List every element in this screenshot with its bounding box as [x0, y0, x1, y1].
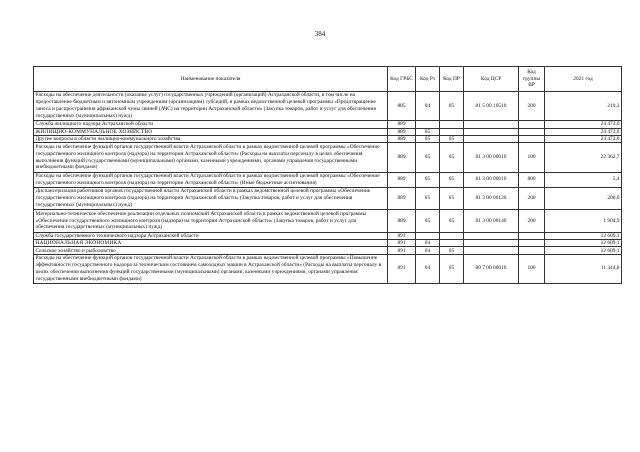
row-name: Диспансеризация работников органов государственной власти Астраханской области в рамках ведомственной целевой программы «Обеспечение государственного жилищного контроля (надзора) на территории Астраханской области» (Закупка товаров, работ и услуг для обеспечения государственных (муниципальных) нужд) — [34, 188, 388, 210]
table-row — [34, 240, 622, 247]
row-amount: 24 473,0 — [545, 121, 622, 128]
header-name: Наименование показателя — [34, 67, 388, 92]
row-pr — [440, 232, 464, 239]
row-vr — [519, 232, 545, 239]
row-name: НАЦИОНАЛЬНАЯ ЭКОНОМИКА — [34, 240, 388, 247]
row-amount: 1 904,9 — [545, 210, 622, 232]
row-grbs: 891 — [388, 254, 416, 283]
row-rz: 04 — [416, 254, 440, 283]
row-grbs: 889 — [388, 210, 416, 232]
row-vr: 200 — [519, 92, 545, 121]
row-grbs: 885 — [388, 92, 416, 121]
row-grbs: 889 — [388, 188, 416, 210]
row-amount: 5,4 — [545, 172, 622, 187]
row-csr: 81 3 00 00010 — [464, 143, 519, 172]
row-grbs: 889 — [388, 128, 416, 135]
row-grbs: 889 — [388, 143, 416, 172]
row-rz: 04 — [416, 247, 440, 254]
header-grbs: Код ГРБС — [388, 67, 416, 92]
row-vr — [519, 240, 545, 247]
row-amount: 12 609,1 — [545, 247, 622, 254]
row-amount: 11 344,8 — [545, 254, 622, 283]
header-year: 2021 год — [545, 67, 622, 92]
row-pr — [440, 128, 464, 135]
row-rz: 04 — [416, 240, 440, 247]
row-rz: 05 — [416, 136, 440, 143]
budget-table — [33, 66, 622, 284]
row-csr: 81 3 00 00010 — [464, 172, 519, 187]
table-header-row — [34, 67, 622, 92]
row-vr — [519, 247, 545, 254]
table-row — [34, 232, 622, 239]
row-name: Материально-техническое обеспечение реализации отдельных полномочий Астраханской области в рамках ведомственной целевой программы «Обеспечение государственного жилищного контроля (надзора) на территории Астраханской области» (Закупка товаров, работ и услуг для обеспечения государственных (муниципальных) нужд) — [34, 210, 388, 232]
table-row — [34, 188, 622, 210]
table-row — [34, 136, 622, 143]
table-row — [34, 247, 622, 254]
header-pr: Код ПР — [440, 67, 464, 92]
table-row — [34, 210, 622, 232]
row-name: Служба государственного технического надзора Астраханской области — [34, 232, 388, 239]
row-rz: 05 — [416, 188, 440, 210]
row-pr: 05 — [440, 247, 464, 254]
row-amount: 12 609,1 — [545, 232, 622, 239]
row-csr — [464, 128, 519, 135]
row-csr: 81 5 00 10510 — [464, 92, 519, 121]
row-name: Служба жилищного надзора Астраханской области — [34, 121, 388, 128]
row-vr: 800 — [519, 172, 545, 187]
row-amount: 12 609,1 — [545, 240, 622, 247]
row-vr — [519, 128, 545, 135]
row-amount: 22 362,7 — [545, 143, 622, 172]
row-rz: 04 — [416, 92, 440, 121]
row-csr — [464, 232, 519, 239]
row-name: Сельское хозяйство и рыболовство — [34, 247, 388, 254]
row-csr — [464, 247, 519, 254]
table-row — [34, 172, 622, 187]
table-row — [34, 92, 622, 121]
table-row — [34, 121, 622, 128]
table-row — [34, 128, 622, 135]
row-name: Расходы на обеспечение функций органов государственной власти Астраханской области в рамках ведомственной целевой программы «Повышение эффективности государственного надзора за техническим состоянием самоходных машин в Астраханской области» (Расходы на выплаты персоналу в целях обеспечения выполнения функций государственными (муниципальными) органами, казенными учреждениями, органами управления государственными внебюджетными фондами) — [34, 254, 388, 283]
row-vr: 100 — [519, 254, 545, 283]
row-amount: 24 473,0 — [545, 136, 622, 143]
row-vr — [519, 121, 545, 128]
row-vr: 200 — [519, 210, 545, 232]
row-pr: 05 — [440, 143, 464, 172]
row-name: Расходы на обеспечение функций органов государственной власти Астраханской области в рамках ведомственной целевой программы «Обеспечение государственного жилищного контроля (надзора) на территории Астраханской области» (Расходы на выплаты персоналу в целях обеспечения выполнения функций государственными (муниципальными) органами, казенными учреждениями, органами управления государственными внебюджетными фондами) — [34, 143, 388, 172]
row-amount: 24 473,0 — [545, 128, 622, 135]
row-amount: 200,0 — [545, 188, 622, 210]
row-grbs: 889 — [388, 121, 416, 128]
page-number: 384 — [314, 30, 326, 38]
row-rz: 05 — [416, 143, 440, 172]
row-pr: 05 — [440, 188, 464, 210]
header-rz: Код Рз — [416, 67, 440, 92]
row-amount: 210,3 — [545, 92, 622, 121]
row-csr: 81 3 00 00120 — [464, 188, 519, 210]
row-pr — [440, 240, 464, 247]
row-vr — [519, 136, 545, 143]
row-vr: 100 — [519, 143, 545, 172]
row-rz — [416, 121, 440, 128]
row-csr — [464, 136, 519, 143]
row-pr — [440, 121, 464, 128]
row-name: ЖИЛИЩНО-КОММУНАЛЬНОЕ ХОЗЯЙСТВО — [34, 128, 388, 135]
row-pr: 05 — [440, 136, 464, 143]
row-csr: 81 3 00 00140 — [464, 210, 519, 232]
row-grbs: 891 — [388, 247, 416, 254]
row-rz: 05 — [416, 128, 440, 135]
row-csr — [464, 240, 519, 247]
row-name: Расходы на обеспечение деятельности (оказание услуг) государственных учреждений (организаций) Астраханской области, в том числе на предоставление бюджетным и автономным учреждениям (организациям) субсидий, в рамках ведомственной целевой программы «Предотвращение заноса и распространения африканской чумы свиней (АЧС) на территории Астраханской области» (Закупка товаров, работ и услуг для обеспечения государственных (муниципальных) нужд) — [34, 92, 388, 121]
row-grbs: 889 — [388, 172, 416, 187]
table-row — [34, 254, 622, 283]
row-grbs: 891 — [388, 232, 416, 239]
row-grbs: 891 — [388, 240, 416, 247]
row-name: Другие вопросы в области жилищно-коммунального хозяйства — [34, 136, 388, 143]
row-rz: 05 — [416, 210, 440, 232]
header-vr: Код группы ВР — [519, 67, 545, 92]
row-name: Расходы на обеспечение функций органов государственной власти Астраханской области в рамках ведомственной целевой программы «Обеспечение государственного жилищного контроля (надзора) на территории Астраханской области» (Иные бюджетные ассигнования) — [34, 172, 388, 187]
row-pr: 05 — [440, 172, 464, 187]
row-vr: 200 — [519, 188, 545, 210]
table-row — [34, 143, 622, 172]
row-rz: 05 — [416, 172, 440, 187]
row-grbs: 889 — [388, 136, 416, 143]
row-csr — [464, 121, 519, 128]
row-pr: 05 — [440, 254, 464, 283]
row-pr: 05 — [440, 210, 464, 232]
row-csr: 80 7 00 00010 — [464, 254, 519, 283]
header-csr: Код ЦСР — [464, 67, 519, 92]
row-pr: 05 — [440, 92, 464, 121]
row-rz — [416, 232, 440, 239]
